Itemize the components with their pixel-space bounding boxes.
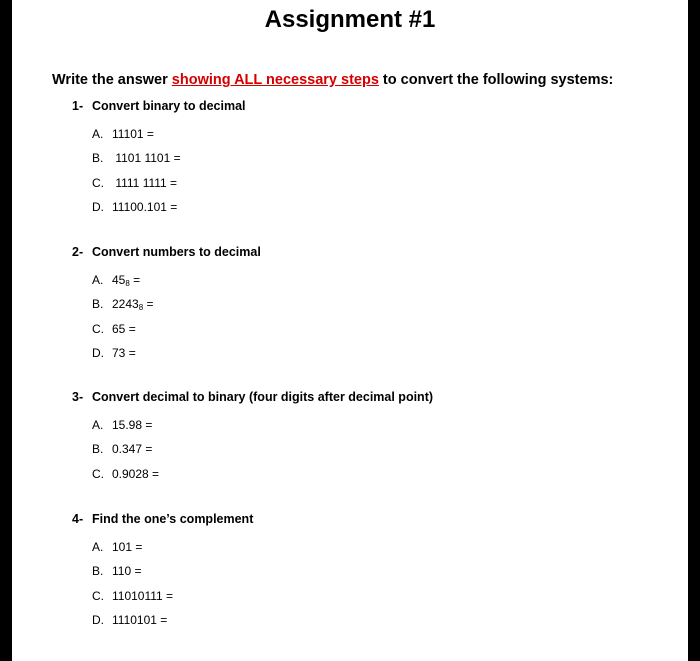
list-item: C. 0.9028 =	[92, 466, 160, 481]
list-item: A. 101 =	[92, 540, 143, 554]
question-heading	[72, 99, 246, 115]
question-4	[72, 512, 253, 632]
list-item: D. 1110101 =	[92, 612, 168, 627]
list-item: A. $45_8$ =	[92, 273, 141, 288]
question-1	[72, 99, 246, 219]
list-item: A. 11101 =	[92, 127, 154, 141]
list-item: D. 73 =	[92, 345, 136, 360]
list-item: A. 15.98 =	[92, 418, 153, 432]
list-item: B. 0.347 =	[92, 442, 153, 457]
list-item: C. 11010111 =	[92, 588, 174, 603]
list-item: C. 1111 1111 =	[92, 175, 178, 190]
question-2	[72, 245, 261, 365]
list-item: D. 11100.101 =	[92, 199, 178, 214]
list-item: B. $2243_8$ =	[92, 297, 154, 313]
list-item: B. 110 =	[92, 564, 142, 579]
question-number: 3-	[72, 390, 84, 404]
question-text: Convert numbers to decimal	[92, 245, 261, 259]
question-heading	[72, 512, 253, 528]
document-page	[12, 0, 688, 661]
instructions-highlight: showing ALL necessary steps	[171, 72, 379, 88]
list-item: C. 65 =	[92, 321, 136, 336]
question-heading	[72, 390, 433, 406]
question-number: 4-	[72, 512, 84, 526]
question-text: Find the one’s complement	[92, 512, 254, 526]
question-heading	[72, 245, 261, 261]
question-text: Convert binary to decimal	[92, 99, 246, 113]
instructions-suffix: to convert the following systems:	[378, 72, 614, 88]
list-item: B. 1101 1101 =	[92, 151, 181, 166]
instructions-prefix: Write the answer	[52, 72, 172, 88]
instructions	[52, 72, 613, 88]
question-3	[72, 390, 433, 486]
page-title: Assignment #1	[264, 6, 436, 33]
question-number: 1-	[72, 99, 84, 113]
question-text: Convert decimal to binary (four digits after decimal point)	[92, 390, 434, 404]
question-number: 2-	[72, 245, 84, 259]
